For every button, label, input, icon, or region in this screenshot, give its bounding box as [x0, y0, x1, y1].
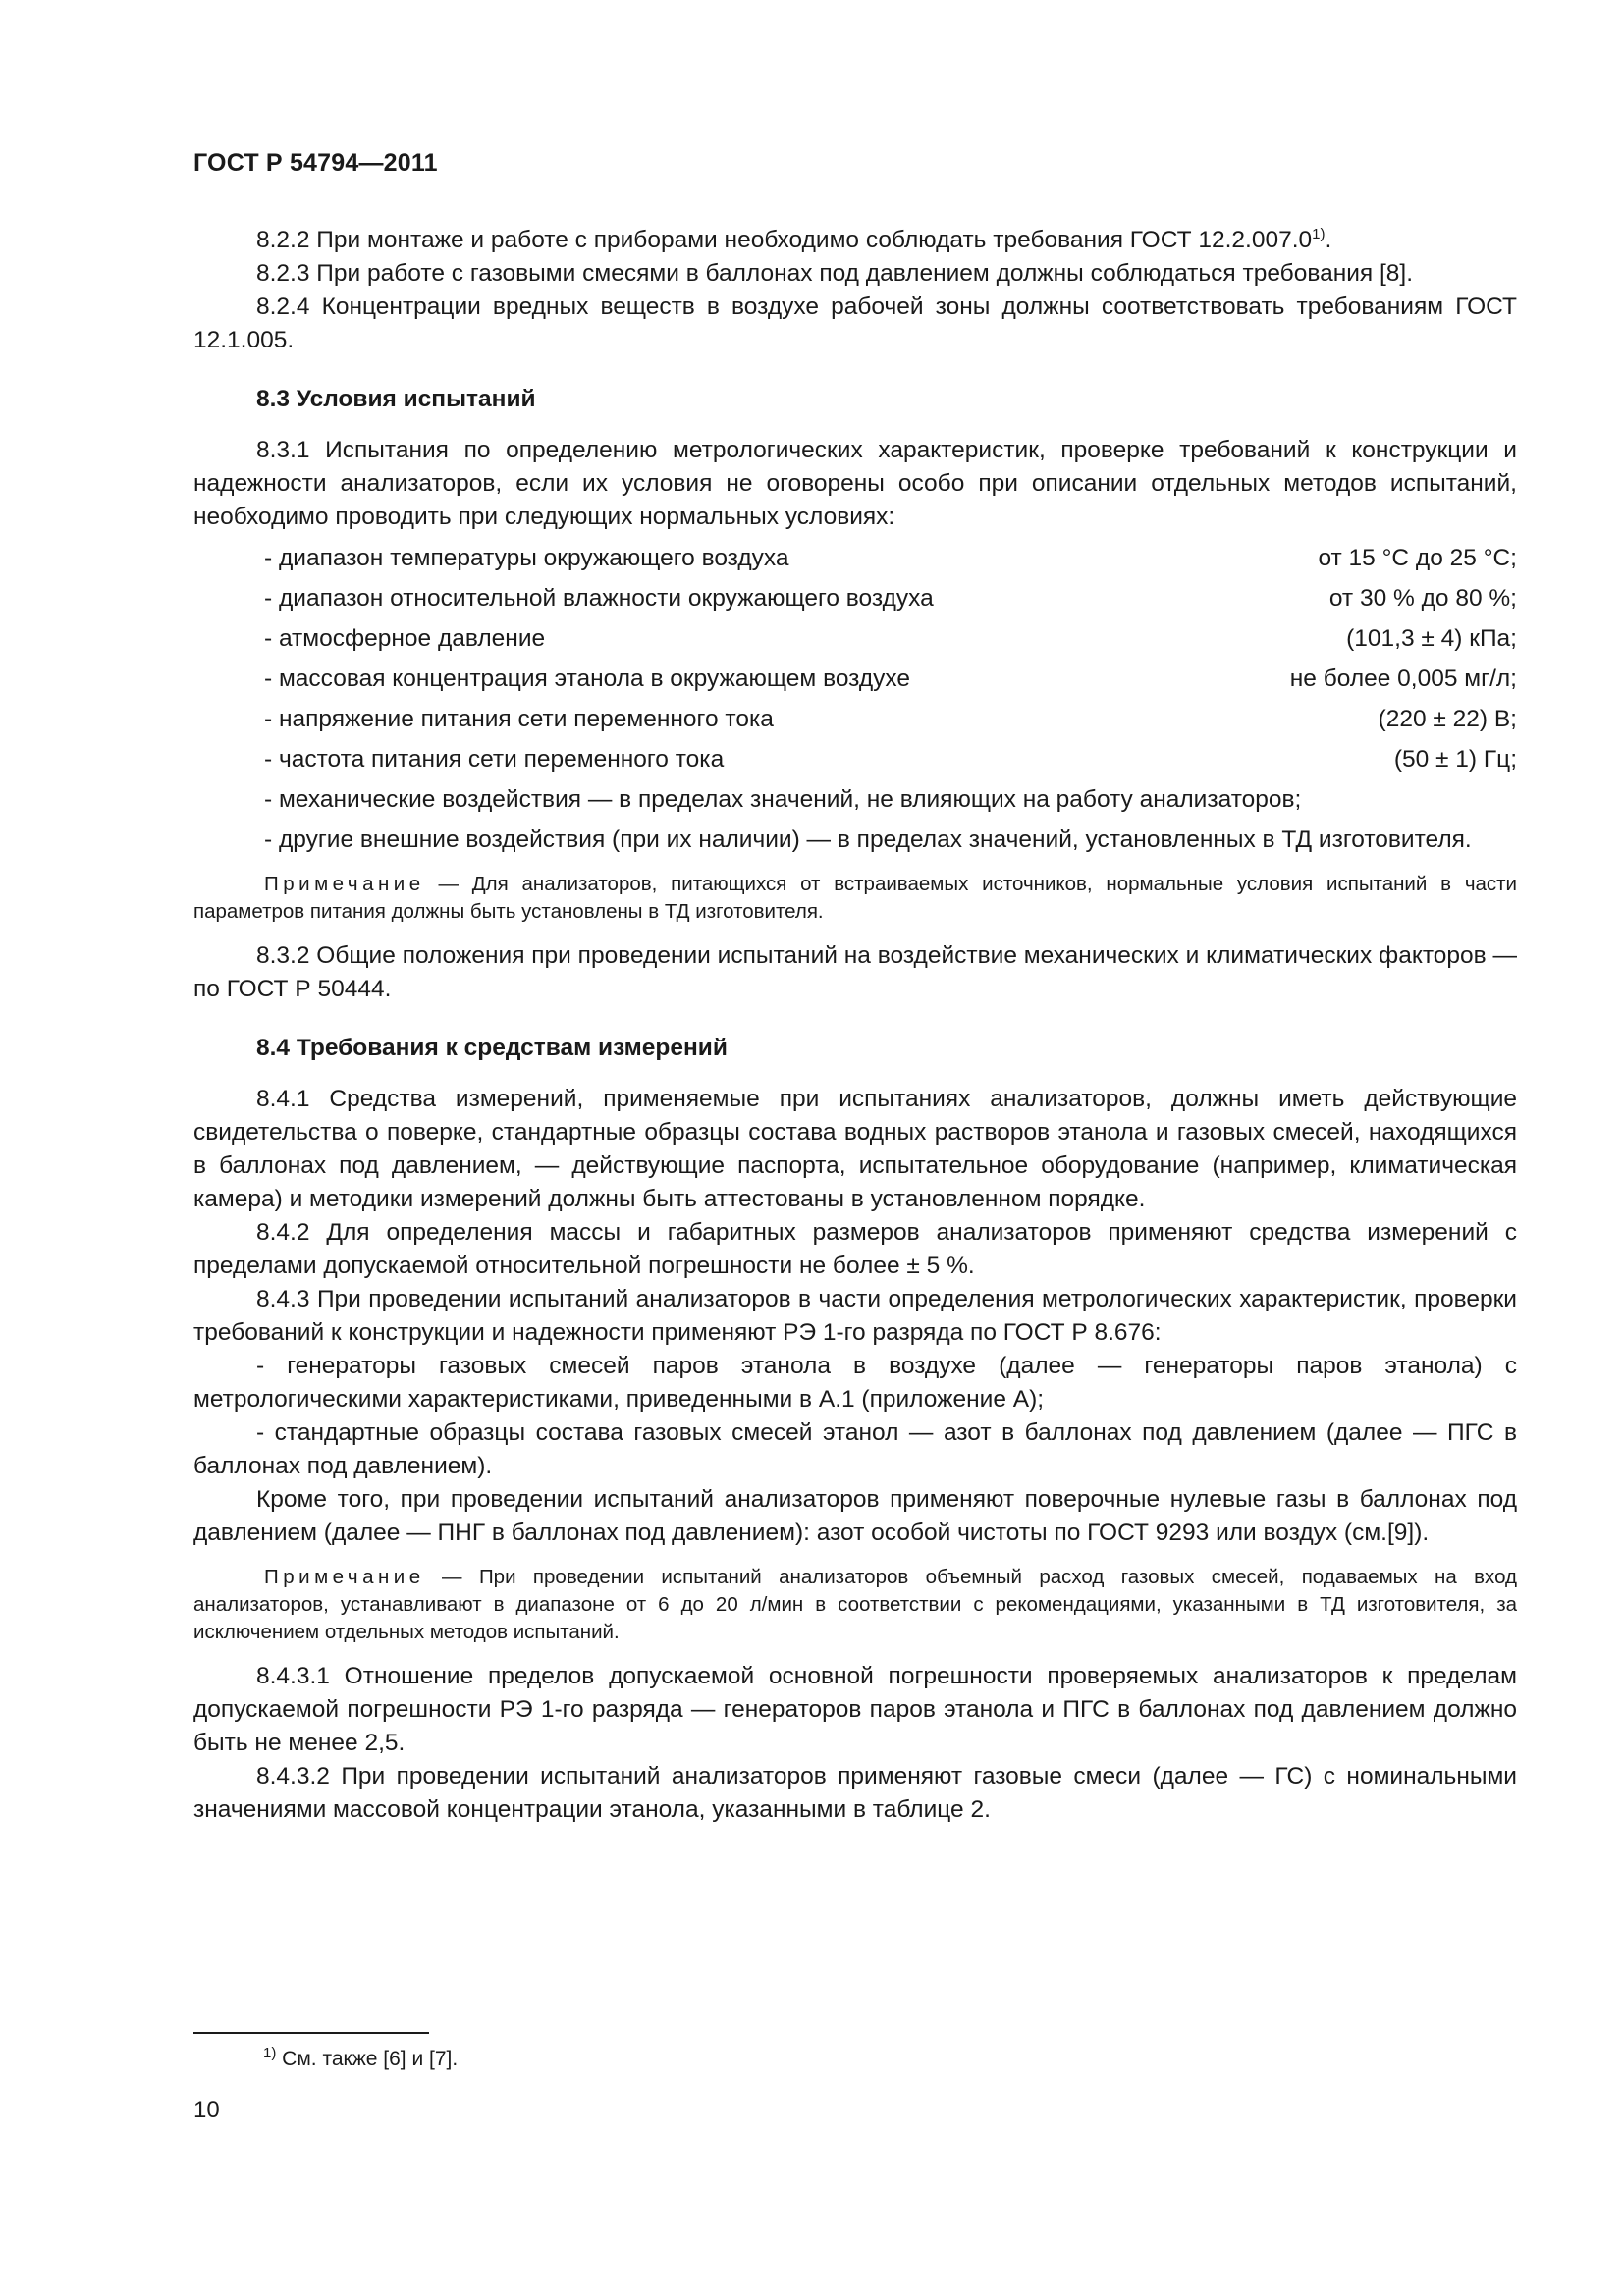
section-heading-8-4: 8.4 Требования к средствам измерений: [256, 1035, 728, 1061]
note-label: Примечание: [264, 1566, 425, 1588]
clause-8-4-3-extra: Кроме того, при проведении испытаний анализаторов применяют поверочные нулевые газы в баллонах под давлением (далее — ПНГ в баллонах под давлением): азот особой чистоты по ГОСТ 9293 или воздух (см.[9]).: [193, 1486, 1517, 1546]
footnote-ref: 1): [1312, 225, 1326, 242]
normal-conditions-list: [193, 542, 1517, 857]
footnote-mark: 1): [263, 2045, 277, 2061]
clause-8-4-3-item-b: - стандартные образцы состава газовых смесей этанол — азот в баллонах под давлением (далее — ПГС в баллонах под давлением).: [193, 1419, 1517, 1479]
clause-8-2-4: 8.2.4 Концентрации вредных веществ в воздухе рабочей зоны должны соответствовать требованиям ГОСТ 12.1.005.: [193, 294, 1517, 353]
condition-item: - диапазон температуры окружающего воздуха от 15 °С до 25 °С;: [264, 545, 1517, 571]
clause-8-4-3-2: 8.4.3.2 При проведении испытаний анализаторов применяют газовые смеси (далее — ГС) с номинальными значениями массовой концентрации этанола, указанными в таблице 2.: [193, 1763, 1517, 1823]
note-2: Примечание — При проведении испытаний анализаторов объемный расход газовых смесей, подаваемых на вход анализаторов, устанавливают в диапазоне от 6 до 20 л/мин в соответствии с рекомендациями, указанными в ТД изготовителя, за исключением отдельных методов испытаний.: [193, 1566, 1517, 1643]
condition-item: - атмосферное давление (101,3 ± 4) кПа;: [264, 625, 1517, 652]
footnote: $^{1)}$ См. также [6] и [7].: [263, 2045, 459, 2070]
clause-8-3-1: 8.3.1 Испытания по определению метрологических характеристик, проверке требований к конструкции и надежности анализаторов, если их условия не оговорены особо при описании отдельных методов испытаний, необходимо проводить при следующих нормальных условиях:: [193, 437, 1517, 530]
condition-mechanical: - механические воздействия — в пределах значений, не влияющих на работу анализаторов;: [264, 786, 1302, 813]
clause-8-4-1: 8.4.1 Средства измерений, применяемые при испытаниях анализаторов, должны иметь действующие свидетельства о поверке, стандартные образцы состава водных растворов этанола и газовых смесей, находящихся в баллонах под давлением, — действующие паспорта, испытательное оборудование (например, климатическая камера) и методики измерений должны быть аттестованы в установленном порядке.: [193, 1086, 1517, 1212]
document-body: [193, 224, 1517, 1827]
note-1: Примечание — Для анализаторов, питающихся от встраиваемых источников, нормальные условия испытаний в части параметров питания должны быть установлены в ТД изготовителя.: [193, 873, 1517, 923]
clause-8-4-2: 8.4.2 Для определения массы и габаритных размеров анализаторов применяют средства измерений с пределами допускаемой относительной погрешности не более ± 5 %.: [193, 1219, 1517, 1279]
condition-item: - массовая концентрация этанола в окружающем воздухе не более 0,005 мг/л;: [264, 666, 1517, 692]
clause-8-2-2: 8.2.2 При монтаже и работе с приборами необходимо соблюдать требования ГОСТ 12.2.007.0$^{1)}$.: [256, 225, 1332, 253]
clause-8-4-3-item-a: - генераторы газовых смесей паров этанола в воздухе (далее — генераторы паров этанола) с метрологическими характеристиками, приведенными в А.1 (приложение А);: [193, 1353, 1517, 1413]
condition-item: - частота питания сети переменного тока (50 ± 1) Гц;: [264, 746, 1517, 773]
condition-item: - напряжение питания сети переменного тока (220 ± 22) В;: [264, 706, 1517, 732]
footnote-divider: [193, 2032, 429, 2034]
clause-8-2-3: 8.2.3 При работе с газовыми смесями в баллонах под давлением должны соблюдаться требования [8].: [256, 260, 1414, 287]
section-heading-8-3: 8.3 Условия испытаний: [256, 386, 536, 412]
standard-header: ГОСТ Р 54794—2011: [193, 149, 438, 177]
page-number: 10: [193, 2097, 220, 2123]
clause-8-4-3-1: 8.4.3.1 Отношение пределов допускаемой основной погрешности проверяемых анализаторов к пределам допускаемой погрешности РЭ 1-го разряда — генераторов паров этанола и ПГС в баллонах под давлением должно быть не менее 2,5.: [193, 1663, 1517, 1756]
note-label: Примечание: [264, 873, 425, 895]
clause-8-3-2: 8.3.2 Общие положения при проведении испытаний на воздействие механических и климатических факторов — по ГОСТ Р 50444.: [193, 942, 1517, 1002]
clause-8-4-3: 8.4.3 При проведении испытаний анализаторов в части определения метрологических характеристик, проверки требований к конструкции и надежности применяют РЭ 1-го разряда по ГОСТ Р 8.676:: [193, 1286, 1517, 1346]
condition-item: - диапазон относительной влажности окружающего воздуха от 30 % до 80 %;: [264, 585, 1517, 612]
condition-other: - другие внешние воздействия (при их наличии) — в пределах значений, установленных в ТД изготовителя.: [264, 827, 1472, 853]
